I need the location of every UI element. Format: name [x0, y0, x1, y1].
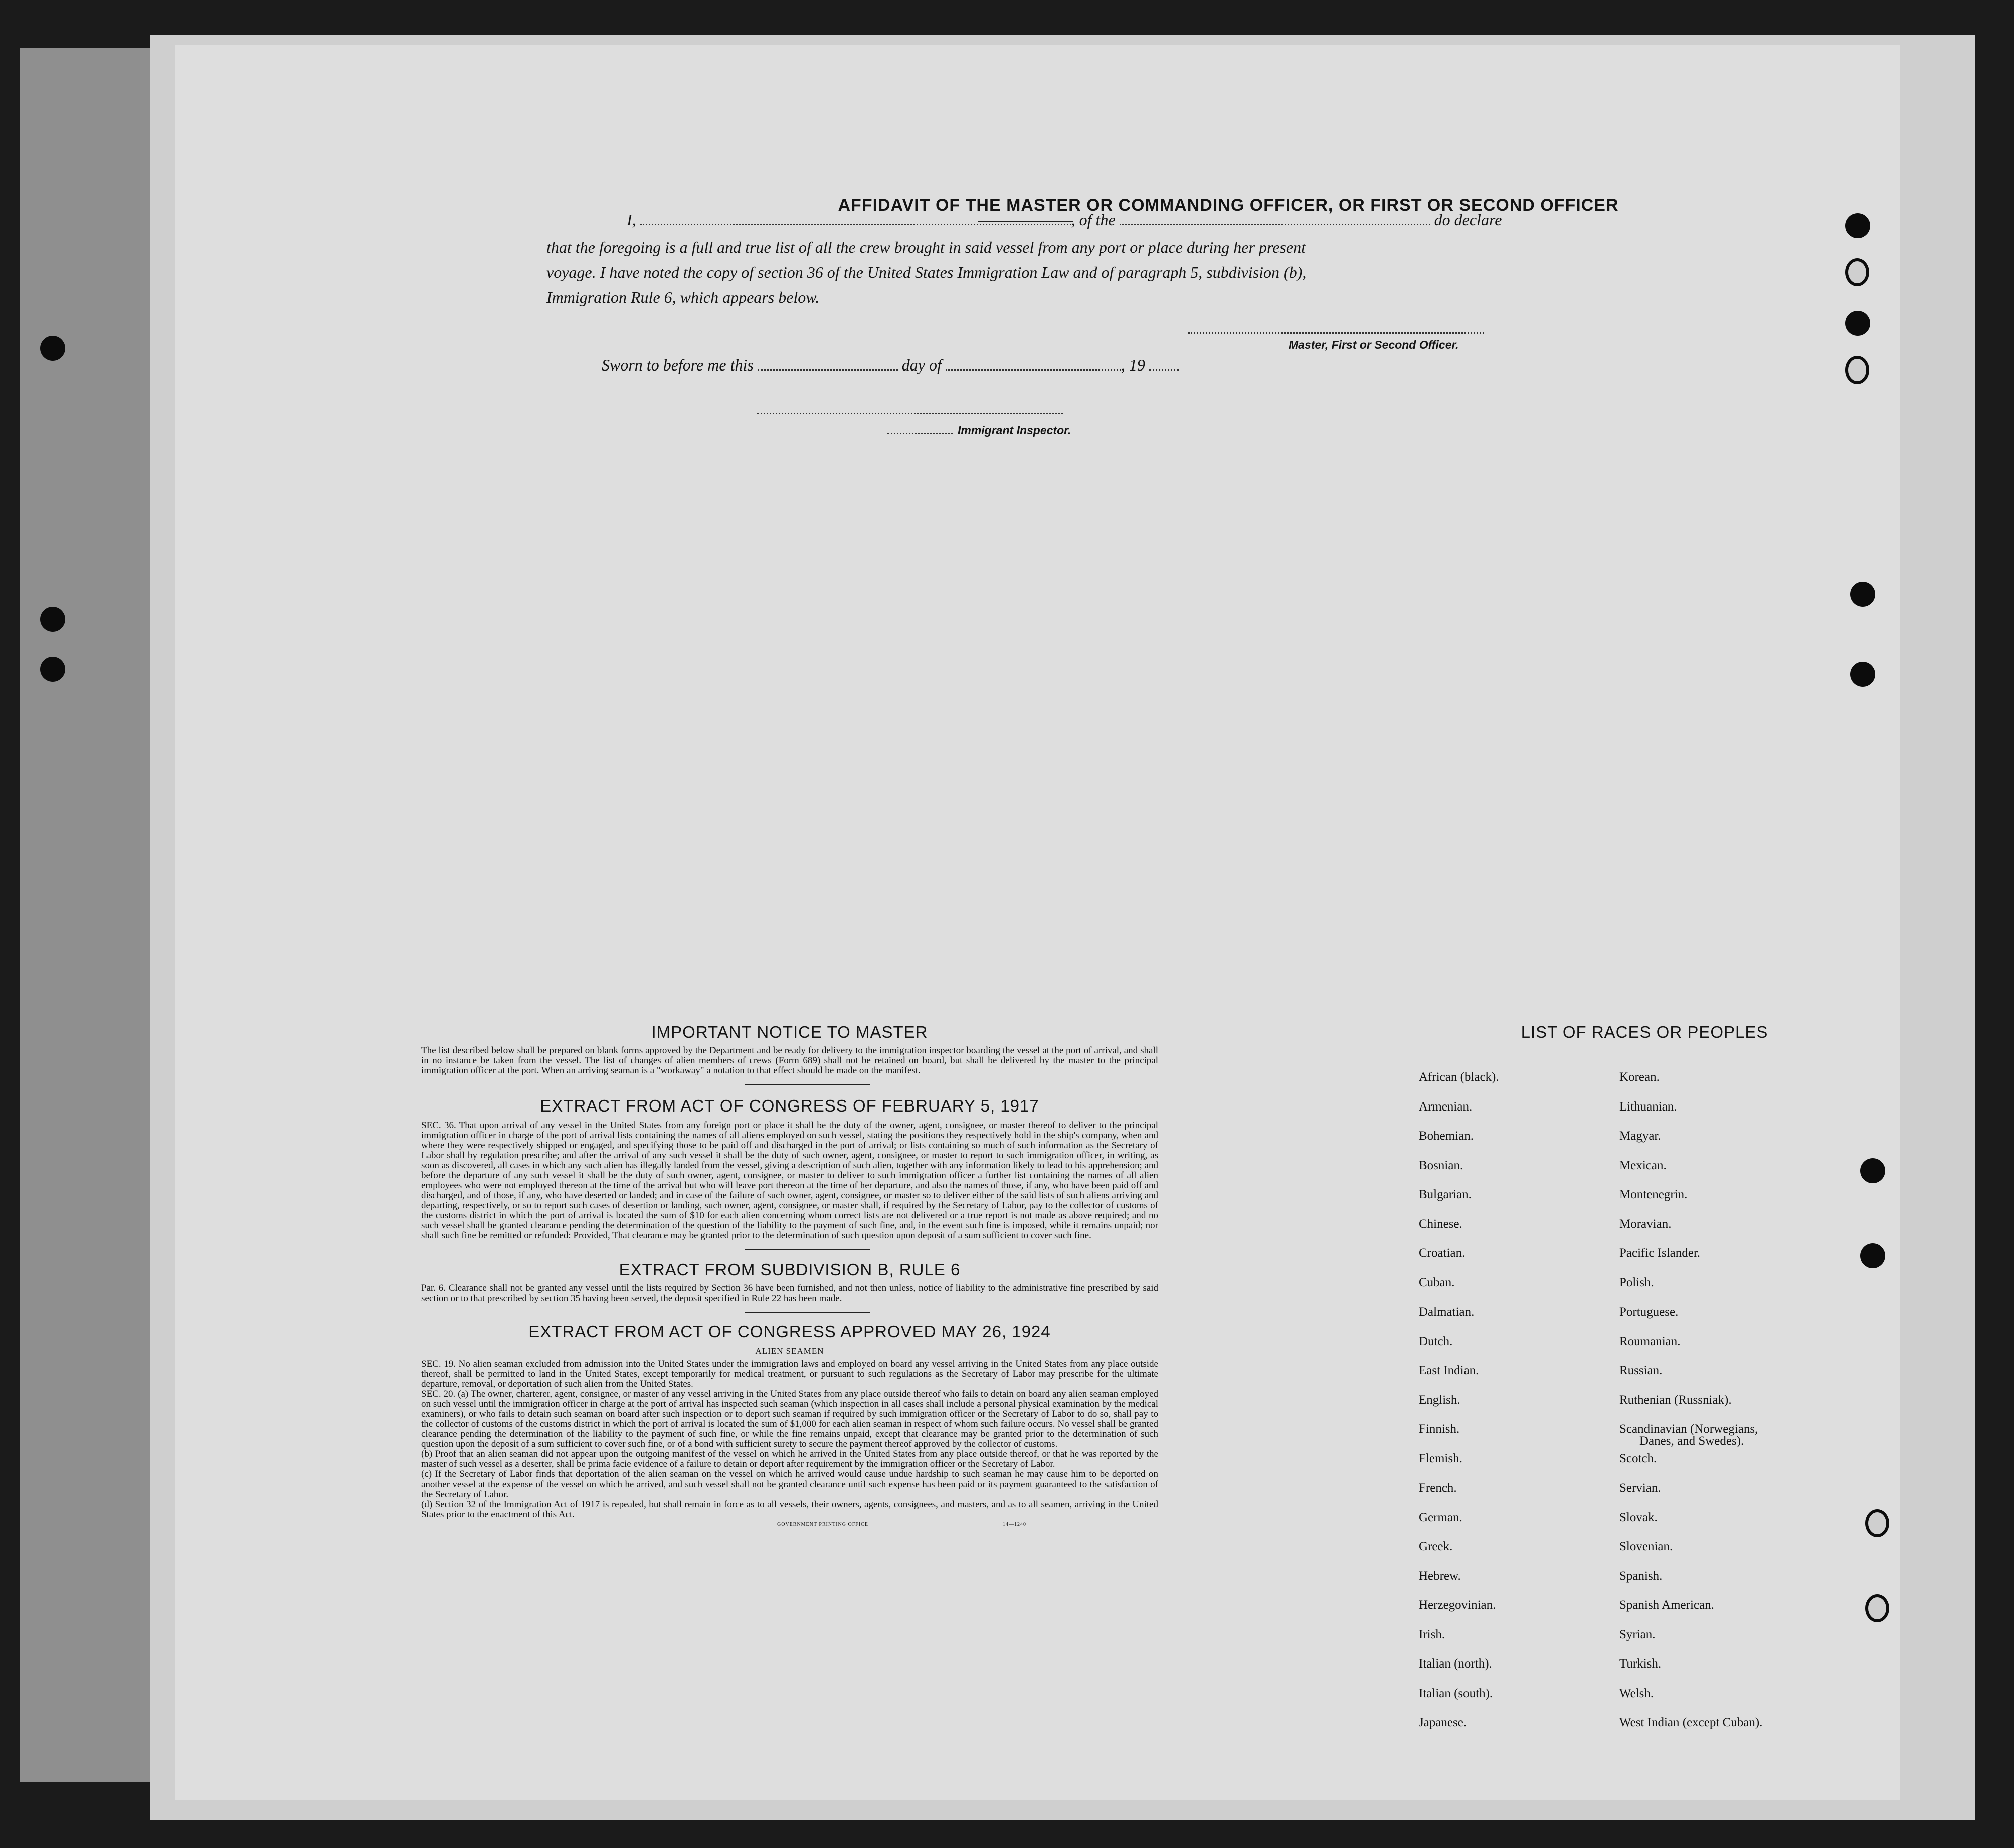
section-rule [745, 1249, 870, 1250]
inspector-label: Immigrant Inspector. [958, 424, 1071, 437]
race-item-right: Welsh. [1619, 1687, 1654, 1700]
race-item-left: Chinese. [1419, 1217, 1462, 1231]
affidavit-line-3: voyage. I have noted the copy of section 36 of the United States Immigration Law and of paragraph 5, subdivision (b), [546, 263, 1307, 281]
race-item-right: Moravian. [1619, 1217, 1672, 1231]
race-item-left: Bohemian. [1419, 1129, 1474, 1143]
race-item-left: Japanese. [1419, 1716, 1467, 1729]
sworn-month-blank[interactable] [946, 365, 1121, 371]
race-item-left: Greek. [1419, 1540, 1453, 1553]
race-item-left: Italian (north). [1419, 1657, 1492, 1671]
race-item-right: Spanish. [1619, 1569, 1663, 1583]
race-item-right: Mexican. [1619, 1159, 1667, 1172]
race-item-right: Lithuanian. [1619, 1100, 1677, 1114]
binder-hole [1845, 311, 1870, 336]
binder-hole [40, 607, 65, 632]
race-item-right: Slovak. [1619, 1511, 1658, 1524]
master-signature-label: Master, First or Second Officer. [1289, 338, 1459, 351]
race-item-right: West Indian (except Cuban). [1619, 1716, 1763, 1729]
binder-hole [1845, 258, 1869, 286]
race-item-right: Turkish. [1619, 1657, 1662, 1671]
sworn-line [602, 356, 1179, 375]
sworn-year-blank[interactable] [1149, 365, 1179, 371]
race-item-right: Spanish American. [1619, 1598, 1714, 1612]
race-item-left: Italian (south). [1419, 1687, 1493, 1700]
race-item-right: Slovenian. [1619, 1540, 1673, 1553]
race-item-left: Bulgarian. [1419, 1188, 1472, 1201]
inspector-signature-line-2[interactable] [887, 429, 953, 434]
race-item-right-continued: Danes, and Swedes). [1639, 1434, 1744, 1448]
binder-hole [1850, 662, 1875, 687]
binder-hole [1865, 1594, 1889, 1622]
master-signature-line[interactable] [1188, 328, 1484, 334]
race-item-right: Servian. [1619, 1481, 1661, 1495]
race-item-right: Scotch. [1619, 1452, 1657, 1465]
race-item-left: Dalmatian. [1419, 1305, 1475, 1319]
race-item-right: Scandinavian (Norwegians, [1619, 1422, 1758, 1436]
race-item-left: East Indian. [1419, 1364, 1479, 1377]
race-item-right: Korean. [1619, 1070, 1660, 1084]
binder-hole [1860, 1158, 1885, 1183]
affidavit-line-2: that the foregoing is a full and true list of all the crew brought in said vessel from any port or place during her present [546, 238, 1306, 256]
race-item-right: Polish. [1619, 1276, 1654, 1289]
race-item-left: Cuban. [1419, 1276, 1455, 1289]
act-1924-title: EXTRACT FROM ACT OF CONGRESS APPROVED MAY 26, 1924 [528, 1322, 1051, 1341]
race-item-right: Russian. [1619, 1364, 1663, 1377]
races-title: LIST OF RACES OR PEOPLES [1521, 1023, 1768, 1041]
rule6-body: Par. 6. Clearance shall not be granted any vessel until the lists required by Section 36 have been furnished, and not then unless, notice of liability to the administrative fine prescribed by said section or to that prescribed by section 35 having been served, the deposit specified in Rule 22 has been made. [421, 1283, 1158, 1304]
sec20c: (c) If the Secretary of Labor finds that deportation of the alien seaman on the vessel on which he arrived would cause undue hardship to such seaman he may cause him to be deported on another vessel at the expense of the vessel on which he arrived, and such vessel shall not be granted clearance until such expense has been paid or its payment guaranteed to the satisfaction of the Secretary of Labor. [421, 1469, 1158, 1500]
inspector-signature-line[interactable] [757, 409, 1063, 414]
race-item-left: English. [1419, 1393, 1460, 1407]
sec20a: SEC. 20. (a) The owner, charterer, agent, consignee, or master of any vessel arriving in the United States from any place outside thereof who fails to detain on board any alien seaman employed on such vessel until the immigration officer in charge at the port of arrival has inspected such seaman (which inspection in all cases shall include a personal physical examination by the medical examiners), or who fails to detain such seaman on board after such inspection or to deport such seaman if required by such immigration officer or the Secretary of Labor to do so, shall pay to the collector of customs of the customs district in which the port of arrival is located the sum of $1,000 for each alien seaman in respect of whom such failure occurs. No vessel shall be granted clearance pending the determination of the liability to the payment of such fine, or while the fine remains unpaid, except that clearance may be granted prior to the determination of such question upon the deposit of a sum sufficient to cover such fine, or of a bond with sufficient surety to secure the payment thereof approved by the collector of customs. [421, 1389, 1158, 1449]
sworn-day-blank[interactable] [758, 365, 898, 371]
binder-hole [1845, 213, 1870, 238]
race-item-right: Syrian. [1619, 1628, 1656, 1641]
race-item-left: Hebrew. [1419, 1569, 1461, 1583]
affidavit-i: I, [627, 211, 636, 229]
legal-notices [421, 1023, 1158, 1530]
binder-hole [40, 657, 65, 682]
race-item-left: German. [1419, 1511, 1462, 1524]
printer-imprint: GOVERNMENT PRINTING OFFICE [777, 1522, 868, 1527]
binder-hole [1850, 582, 1875, 607]
section-rule [745, 1084, 870, 1085]
race-item-left: Bosnian. [1419, 1159, 1463, 1172]
printer-line [421, 1522, 1158, 1530]
form-page [175, 45, 1900, 1800]
race-item-left: Irish. [1419, 1628, 1445, 1641]
binder-hole [40, 336, 65, 361]
race-item-right: Roumanian. [1619, 1335, 1681, 1348]
sec20b: (b) Proof that an alien seaman did not appear upon the outgoing manifest of the vessel on which he arrived in the United States from any place outside thereof, or that he was reported by the master of such vessel as a deserter, shall be prima facie evidence of a failure to detain or deport after requirement by the immigration officer or the Secretary of Labor. [421, 1449, 1158, 1469]
notice-body: The list described below shall be prepared on blank forms approved by the Department and be ready for delivery to the immigration inspector boarding the vessel at the port of arrival, and shall in no instance be taken from the vessel. The list of changes of alien members of crews (Form 689) shall not be retained on board, but shall be delivered by the master to the principal immigration officer at the port. When an arriving seaman is a "workaway" a notation to that effect should be made on the manifest. [421, 1045, 1158, 1076]
binder-hole [1860, 1243, 1885, 1268]
affidavit-title: AFFIDAVIT OF THE MASTER OR COMMANDING OFFICER, OR FIRST OR SECOND OFFICER [838, 196, 1619, 215]
race-item-right: Ruthenian (Russniak). [1619, 1393, 1732, 1407]
race-item-right: Pacific Islander. [1619, 1246, 1701, 1260]
sec19: SEC. 19. No alien seaman excluded from admission into the United States under the immigration laws and employed on board any vessel arriving in the United States from any place outside thereof, shall be permitted to land in the United States, except temporarily for medical treatment, or pursuant to such regulations as the Secretary of Labor may prescribe for the ultimate departure, removal, or deportation of such alien from the United States. [421, 1359, 1158, 1389]
race-item-left: French. [1419, 1481, 1457, 1495]
sworn-year: , 19 [1121, 356, 1145, 374]
affidavit-line-1 [627, 211, 1502, 229]
binder-hole [1845, 356, 1869, 384]
affidavit-of-the: , of the [1071, 211, 1116, 229]
act-1917-body: SEC. 36. That upon arrival of any vessel in the United States from any foreign port or place it shall be the duty of the owner, agent, consignee, or master thereof to deliver to the principal immigration officer in charge of the port of arrival lists containing the names of all aliens employed on such vessel, stating the positions they respectively hold in the ship's company, when and where they were respectively shipped or engaged, and specifying those to be paid off and discharged in the port of arrival; or lists containing so much of such information as the Secretary of Labor shall by regulation prescribe; and after the arrival of any such vessel it shall be the duty of such owner, agent, consignee, or master to report to such immigration officer, in writing, as soon as discovered, all cases in which any such alien has illegally landed from the vessel, giving a description of such alien, together with any information likely to lead to his apprehension; and before the departure of any such vessel it shall be the duty of such owner, agent, consignee, or master to deliver to such immigration officer a further list containing the names of all alien employees who were not employed thereon at the time of the arrival but who will leave port thereon at the time of her departure, and also the names of those, if any, who have been paid off and discharged, and of those, if any, who have deserted or landed; and in case of the failure of such owner, agent, consignee, or master so to deliver either of the said lists of such aliens arriving and departing, respectively, or so to report such cases of desertion or landing, such owner, agent, consignee, or master shall, if required by the Secretary of Labor, pay to the collector of customs of the customs district in which the port of arrival is located the sum of $10 for each alien concerning whom correct lists are not delivered or a true report is not made as above required; and no such vessel shall be granted clearance pending the determination of the question of the liability to the payment of such fine, and, in the event such fine is imposed, while it remains unpaid; nor shall such fine be remitted or refunded: Provided, That clearance may be granted prior to the determination of such question upon deposit of a sum sufficient to cover such fine. [421, 1120, 1158, 1241]
race-item-left: African (black). [1419, 1070, 1499, 1084]
race-item-left: Croatian. [1419, 1246, 1466, 1260]
form-number: 14—1240 [1003, 1522, 1026, 1527]
act-1917-title: EXTRACT FROM ACT OF CONGRESS OF FEBRUARY 5, 1917 [540, 1096, 1039, 1115]
notice-title: IMPORTANT NOTICE TO MASTER [651, 1023, 928, 1041]
race-item-left: Herzegovinian. [1419, 1598, 1496, 1612]
affidavit-line-4: Immigration Rule 6, which appears below. [546, 288, 820, 306]
race-item-left: Finnish. [1419, 1422, 1460, 1436]
name-blank[interactable] [640, 220, 1071, 225]
sworn-prefix: Sworn to before me this [602, 356, 754, 374]
vessel-blank[interactable] [1120, 220, 1430, 225]
alien-seamen-subtitle: ALIEN SEAMEN [755, 1346, 824, 1356]
section-rule [745, 1312, 870, 1313]
binder-hole [1865, 1509, 1889, 1537]
race-item-left: Flemish. [1419, 1452, 1462, 1465]
sec20d: (d) Section 32 of the Immigration Act of 1917 is repealed, but shall remain in force as to all vessels, their owners, agents, consignees, and masters, and as to all seamen, arriving in the United States prior to the enactment of this Act. [421, 1499, 1158, 1520]
sworn-day-of: day of [901, 356, 942, 374]
race-item-right: Portuguese. [1619, 1305, 1679, 1319]
race-item-left: Armenian. [1419, 1100, 1473, 1114]
race-item-right: Montenegrin. [1619, 1188, 1688, 1201]
race-item-left: Dutch. [1419, 1335, 1453, 1348]
affidavit-declare: do declare [1434, 211, 1502, 229]
rule6-title: EXTRACT FROM SUBDIVISION B, RULE 6 [619, 1260, 961, 1279]
race-item-right: Magyar. [1619, 1129, 1661, 1143]
